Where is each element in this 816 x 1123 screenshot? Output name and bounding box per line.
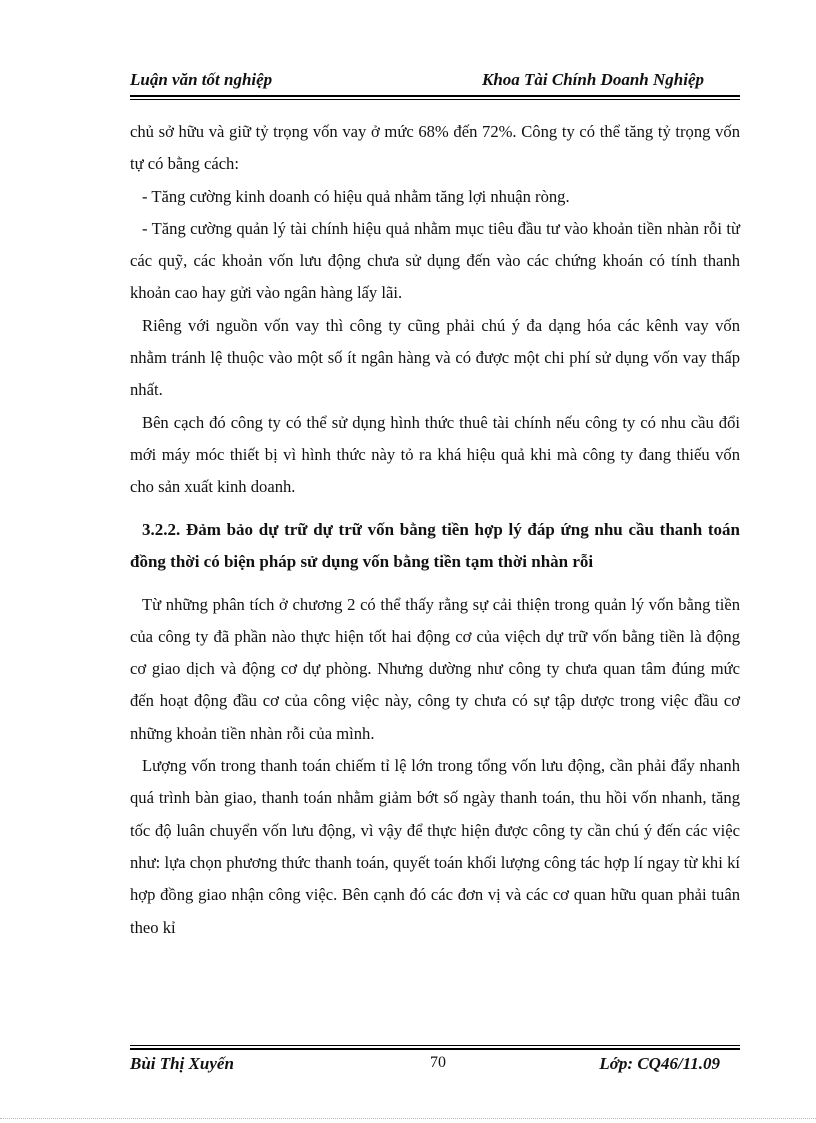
footer-rule-thin: [130, 1045, 740, 1046]
page-header: [130, 70, 740, 94]
bullet-2: - Tăng cường quản lý tài chính hiệu quả nhằm mục tiêu đầu tư vào khoản tiền nhàn rỗi từ các quỹ, các khoản vốn lưu động chưa sử dụng đến vào các chứng khoán có tính thanh khoản cao hay gửi vào ngân hàng lấy lãi.: [130, 218, 740, 303]
page-footer: [130, 1054, 740, 1078]
header-rule: [130, 95, 740, 97]
footer-author: Bùi Thị Xuyến: [130, 1054, 234, 1073]
paragraph-1: chủ sở hữu và giữ tỷ trọng vốn vay ở mức 68% đến 72%. Công ty có thể tăng tỷ trọng vốn tự có bằng cách:: [130, 122, 740, 174]
header-rule-thin: [130, 99, 740, 100]
header-thesis-label: Luận văn tốt nghiệp: [130, 70, 273, 89]
paragraph-5: Lượng vốn trong thanh toán chiếm tỉ lệ lớn trong tổng vốn lưu động, cần phải đẩy nhanh quá trình bàn giao, thanh toán nhằm giảm bớt số ngày thanh toán, thu hồi vốn nhanh, tăng tốc độ luân chuyển vốn lưu động, vì vậy để thực hiện được công ty cần chú ý đến các việc như: lựa chọn phương thức thanh toán, quyết toán khối lượng công tác hợp lí ngay từ khi kí hợp đồng giao nhận công việc. Bên cạnh đó các đơn vị và các cơ quan hữu quan phải tuân theo kỉ: [130, 756, 740, 937]
document-body: [130, 116, 740, 944]
page-number: 70: [430, 1054, 446, 1071]
footer-class: Lớp: CQ46/11.09: [599, 1054, 720, 1073]
section-heading: 3.2.2. Đảm bảo dự trữ dự trữ vốn bằng tiền hợp lý đáp ứng nhu cầu thanh toán đồng thời có biện pháp sử dụng vốn bằng tiền tạm thời nhàn rỗi: [130, 519, 740, 572]
footer-rule: [130, 1048, 740, 1050]
bullet-1: - Tăng cường kinh doanh có hiệu quả nhằm tăng lợi nhuận ròng.: [142, 186, 570, 206]
paragraph-3: Bên cạch đó công ty có thể sử dụng hình thức thuê tài chính nếu công ty có nhu cầu đổi mới máy móc thiết bị vì hình thức này tỏ ra khá hiệu quả khi mà công ty đang thiếu vốn cho sản xuất kinh doanh.: [130, 412, 740, 497]
paragraph-2: Riêng với nguồn vốn vay thì công ty cũng phải chú ý đa dạng hóa các kênh vay vốn nhằm tránh lệ thuộc vào một số ít ngân hàng và có được một chi phí sử dụng vốn vay thấp nhất.: [130, 315, 740, 400]
header-faculty-label: Khoa Tài Chính Doanh Nghiệp: [481, 70, 704, 89]
page-edge: [0, 1118, 816, 1119]
paragraph-4: Từ những phân tích ở chương 2 có thể thấy rằng sự cải thiện trong quản lý vốn bằng tiền của công ty đã phần nào thực hiện tốt hai động cơ của việch dự trữ vốn bằng tiền là động cơ giao dịch và động cơ dự phòng. Nhưng dường như công ty chưa quan tâm đúng mức đến hoạt động đầu cơ của công việc này, công ty chưa có sự tập dược trong việc đầu cơ những khoản tiền nhàn rỗi của mình.: [130, 594, 740, 743]
